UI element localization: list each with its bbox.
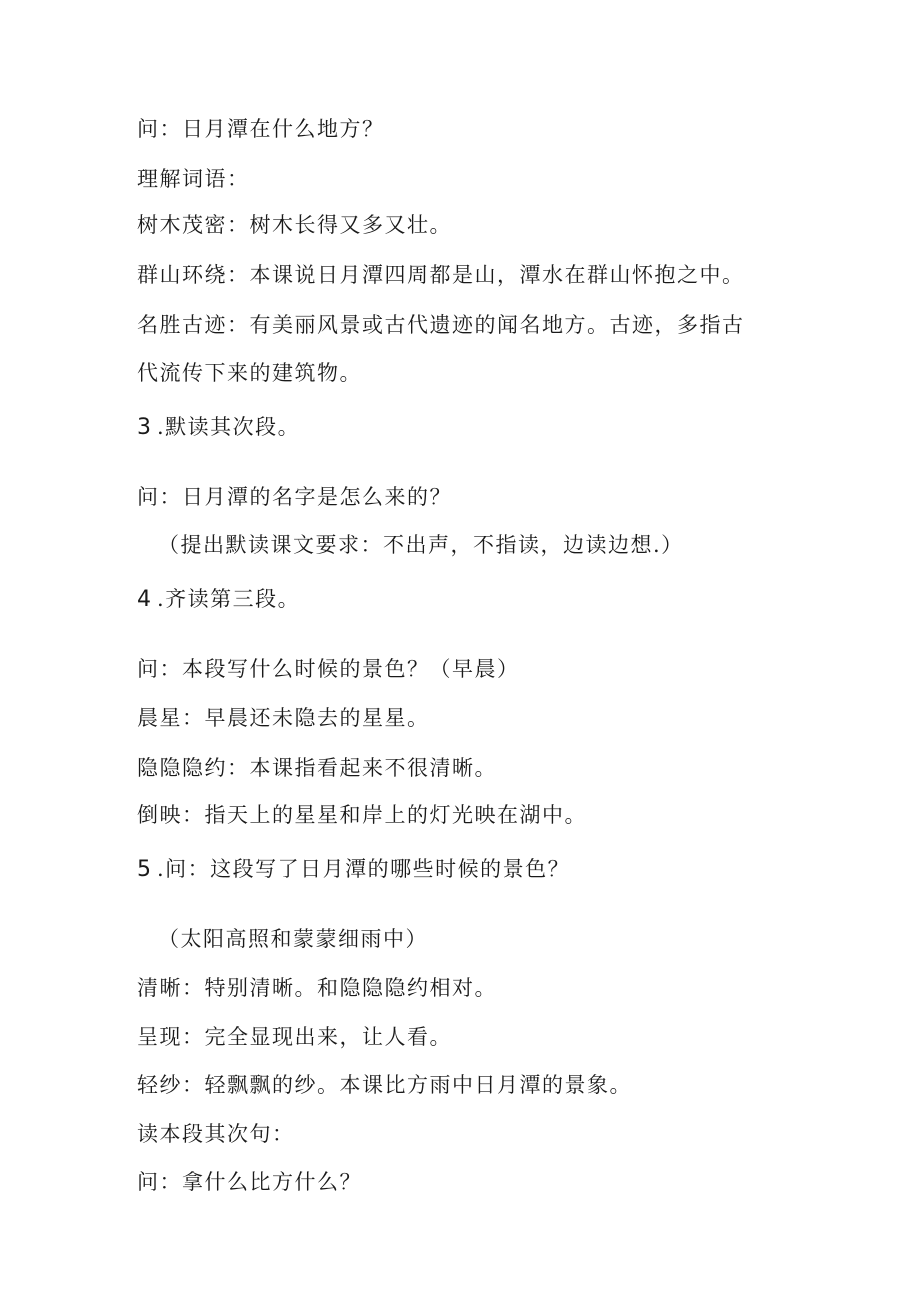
read-second-sentence: 读本段其次句： <box>137 1122 295 1146</box>
vocab-heading: 理解词语： <box>137 167 250 191</box>
vocab-qunshan: 群山环绕：本课说日月潭四周都是山，潭水在群山怀抱之中。 <box>137 263 745 287</box>
step-text: .默读其次段。 <box>157 415 301 439</box>
step-3 <box>137 414 300 441</box>
step-number: 4 <box>137 587 151 612</box>
step-text: .齐读第三段。 <box>157 587 301 611</box>
step-number: 3 <box>137 415 151 440</box>
vocab-shumu: 树木茂密：树木长得又多又壮。 <box>137 213 452 237</box>
question-name-origin: 问：日月潭的名字是怎么来的？ <box>137 485 452 509</box>
vocab-chengxian: 呈现：完全显现出来，让人看。 <box>137 1025 452 1049</box>
vocab-mingsheng: 名胜古迹：有美丽风景或古代遗迹的闻名地方。古迹，多指古 <box>137 313 745 337</box>
step-4 <box>137 586 300 613</box>
vocab-chenxing: 晨星：早晨还未隐去的星星。 <box>137 706 430 730</box>
step-text: .问：这段写了日月潭的哪些时候的景色？ <box>157 857 571 881</box>
answer-times: （太阳高照和蒙蒙细雨中） <box>158 927 428 951</box>
reading-requirement: （提出默读课文要求：不出声，不指读，边读边想.） <box>158 533 684 557</box>
question-metaphor: 问：拿什么比方什么？ <box>137 1170 362 1194</box>
step-number: 5 <box>137 857 151 882</box>
vocab-daoying: 倒映：指天上的星星和岸上的灯光映在湖中。 <box>137 803 587 827</box>
vocab-qingsha: 轻纱：轻飘飘的纱。本课比方雨中日月潭的景象。 <box>137 1073 632 1097</box>
vocab-mingsheng-cont: 代流传下来的建筑物。 <box>137 361 362 385</box>
question-time-scene: 问：本段写什么时候的景色？（早晨） <box>137 657 520 681</box>
vocab-qingxi: 清晰：特别清晰。和隐隐隐约相对。 <box>137 976 497 1000</box>
step-5 <box>137 856 570 883</box>
question-location: 问：日月潭在什么地方？ <box>137 117 385 141</box>
vocab-yinyin: 隐隐隐约：本课指看起来不很清晰。 <box>137 756 497 780</box>
